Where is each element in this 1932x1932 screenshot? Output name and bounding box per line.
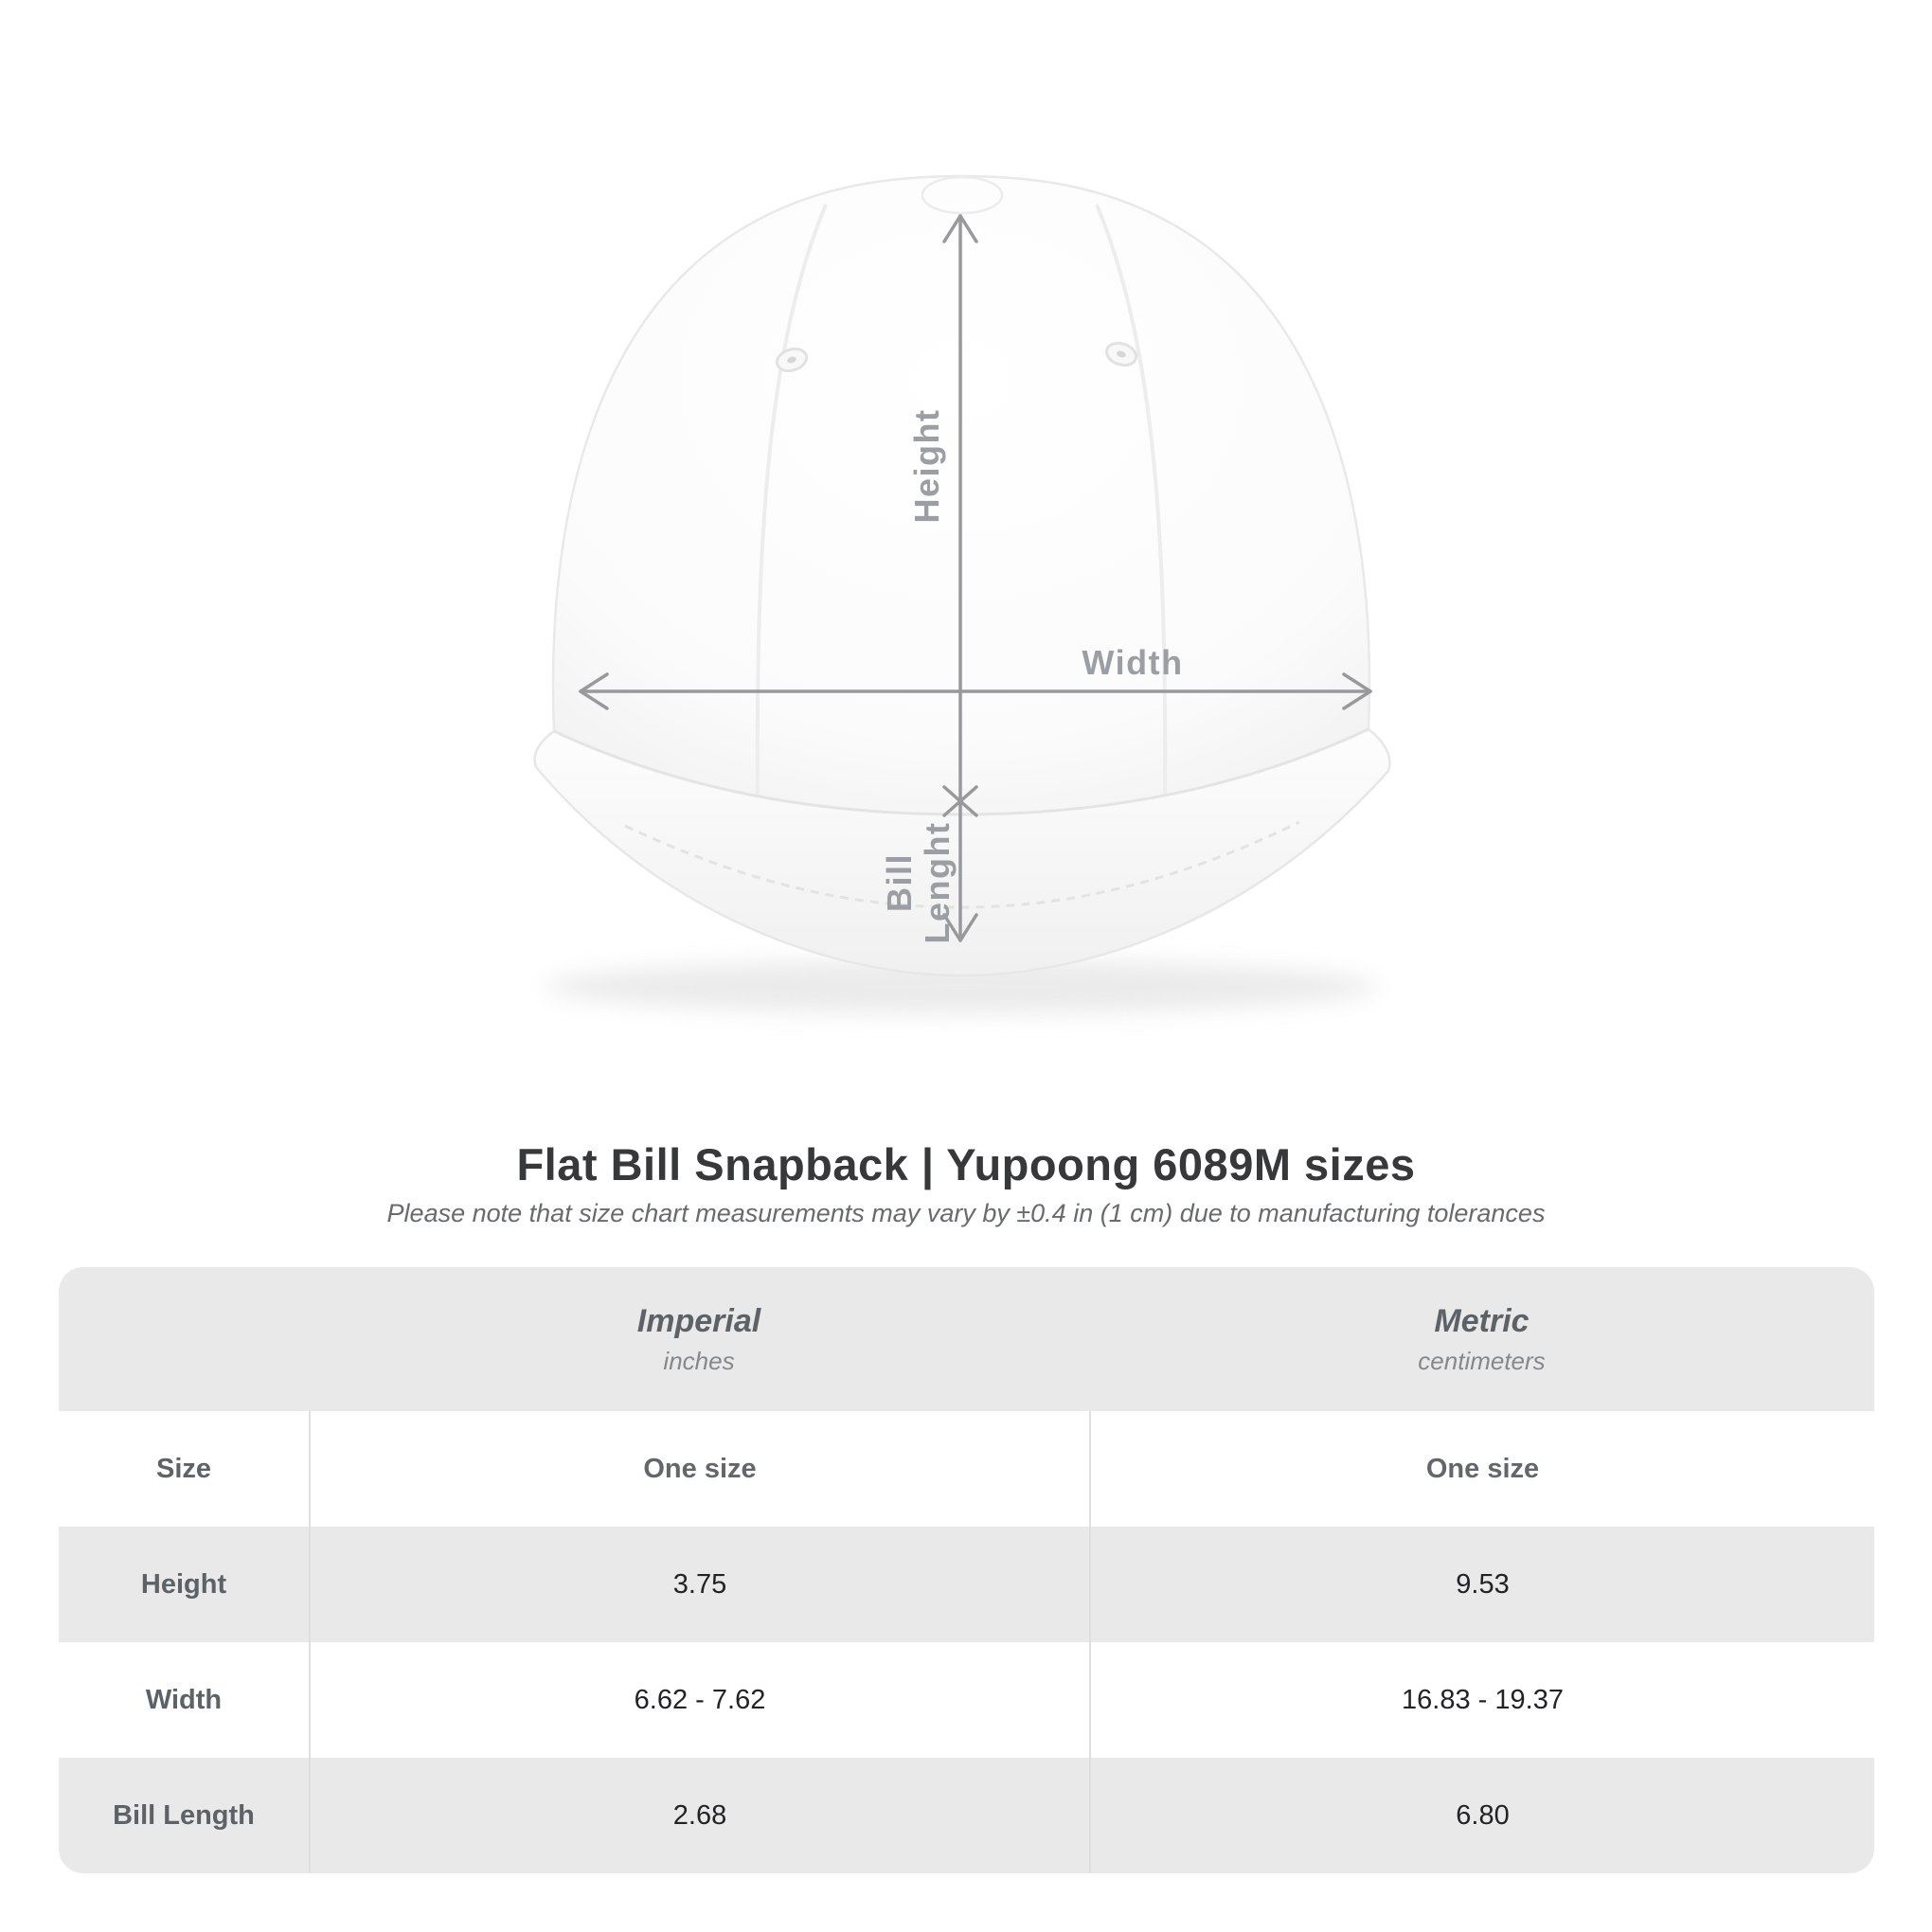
row-label: Width xyxy=(145,1684,223,1715)
metric-value: 9.53 xyxy=(1089,1527,1874,1642)
imperial-value: One size xyxy=(309,1411,1089,1527)
tolerance-note: Please note that size chart measurements may vary by ±0.4 in (1 cm) due to manufacturing tolerances xyxy=(386,1199,1546,1227)
table-row-bill-length xyxy=(59,1758,1874,1873)
size-table-header xyxy=(59,1267,1874,1411)
metric-value: One size xyxy=(1089,1411,1874,1527)
table-row-height xyxy=(59,1527,1874,1642)
row-label: Bill Length xyxy=(113,1799,255,1831)
bill-length-dimension-label-line1: Bill xyxy=(880,852,919,913)
metric-value: 6.80 xyxy=(1089,1758,1874,1873)
hat-button xyxy=(922,177,1002,213)
row-label: Height xyxy=(140,1568,227,1600)
bill-length-dimension-label-line2: Lenght xyxy=(918,821,957,944)
metric-column-title: Metric xyxy=(1434,1302,1530,1339)
metric-column-unit: centimeters xyxy=(1418,1346,1546,1375)
imperial-value: 6.62 - 7.62 xyxy=(309,1642,1089,1758)
imperial-column-title: Imperial xyxy=(636,1302,761,1339)
table-row-width xyxy=(59,1642,1874,1758)
table-row-size xyxy=(59,1411,1874,1527)
row-label: Size xyxy=(155,1453,212,1484)
imperial-value: 2.68 xyxy=(309,1758,1089,1873)
metric-value: 16.83 - 19.37 xyxy=(1089,1642,1874,1758)
imperial-column-unit: inches xyxy=(663,1346,735,1375)
height-dimension-label: Height xyxy=(907,408,946,524)
imperial-value: 3.75 xyxy=(309,1527,1089,1642)
header-imperial-cell xyxy=(309,1267,1089,1411)
size-table xyxy=(59,1267,1874,1873)
header-spacer-cell xyxy=(59,1267,309,1411)
header-metric-cell xyxy=(1089,1267,1874,1411)
page-title: Flat Bill Snapback | Yupoong 6089M sizes xyxy=(516,1139,1416,1190)
width-dimension-label: Width xyxy=(1082,643,1184,682)
